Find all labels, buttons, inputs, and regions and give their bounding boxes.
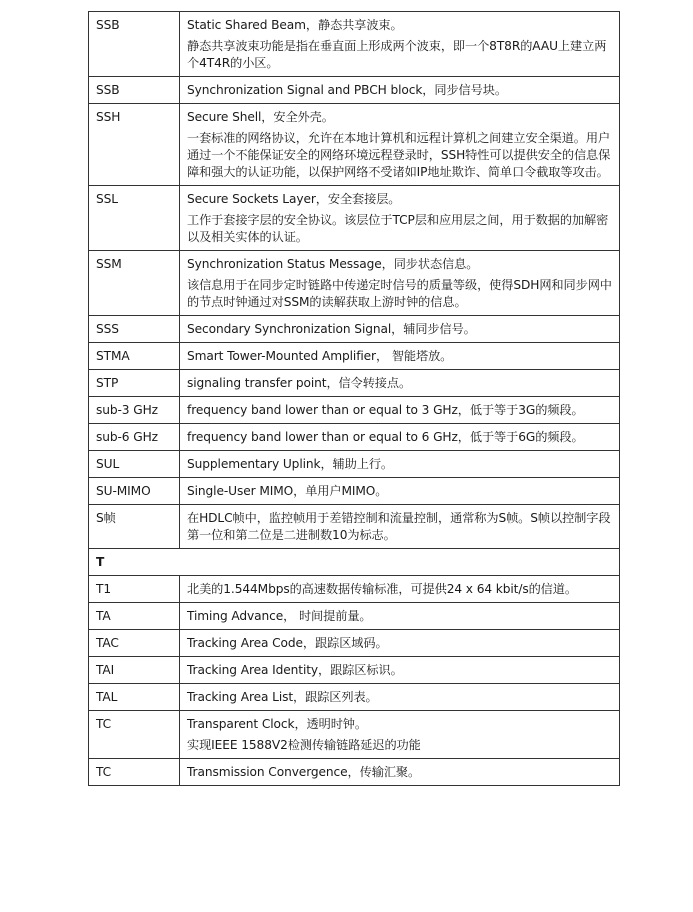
- definition-cell: [180, 505, 620, 549]
- glossary-row: [89, 759, 620, 786]
- glossary-table: [88, 11, 620, 786]
- term-cell: TAL: [89, 684, 180, 711]
- definition-title: Static Shared Beam，静态共享波束。: [187, 18, 403, 32]
- definition-cell: [180, 104, 620, 186]
- definition-cell: [180, 12, 620, 77]
- definition-cell: [180, 630, 620, 657]
- glossary-row: [89, 77, 620, 104]
- definition-cell: [180, 397, 620, 424]
- definition-detail: 一套标准的网络协议，允许在本地计算机和远程计算机之间建立安全渠道。用户通过一个不能保证安全的网络环境远程登录时，SSH特性可以提供安全的信息保障和强大的认证功能，以保护网络不受诸如IP地址欺诈、简单口令截取等攻击。: [187, 131, 611, 179]
- term-cell: SUL: [89, 451, 180, 478]
- term-cell: SSM: [89, 251, 180, 316]
- definition-cell: [180, 343, 620, 370]
- term-cell: sub-3 GHz: [89, 397, 180, 424]
- glossary-row: [89, 12, 620, 77]
- definition-cell: [180, 424, 620, 451]
- definition-title: frequency band lower than or equal to 6 GHz，低于等于6G的频段。: [187, 430, 584, 444]
- definition-cell: [180, 576, 620, 603]
- term-cell: T1: [89, 576, 180, 603]
- definition-cell: [180, 759, 620, 786]
- definition-detail: 静态共享波束功能是指在垂直面上形成两个波束，即一个8T8R的AAU上建立两个4T4R的小区。: [187, 39, 607, 70]
- glossary-row: [89, 630, 620, 657]
- definition-title: Synchronization Status Message，同步状态信息。: [187, 257, 479, 271]
- definition-title: 北美的1.544Mbps的高速数据传输标准，可提供24 x 64 kbit/s的信道。: [187, 582, 577, 596]
- definition-cell: [180, 478, 620, 505]
- definition-title: Secure Sockets Layer，安全套接层。: [187, 192, 401, 206]
- term-cell: SSB: [89, 12, 180, 77]
- glossary-row: [89, 251, 620, 316]
- term-cell: TAC: [89, 630, 180, 657]
- definition-detail: 实现IEEE 1588V2检测传输链路延迟的功能: [187, 738, 421, 752]
- definition-title: Tracking Area List，跟踪区列表。: [187, 690, 378, 704]
- definition-title: Secondary Synchronization Signal，辅同步信号。: [187, 322, 476, 336]
- glossary-row: [89, 576, 620, 603]
- term-cell: STMA: [89, 343, 180, 370]
- term-cell: S帧: [89, 505, 180, 549]
- glossary-row: [89, 316, 620, 343]
- definition-title: Timing Advance， 时间提前量。: [187, 609, 372, 623]
- glossary-row: [89, 451, 620, 478]
- definition-title: Tracking Area Code，跟踪区域码。: [187, 636, 388, 650]
- definition-title: signaling transfer point，信令转接点。: [187, 376, 412, 390]
- glossary-row: [89, 343, 620, 370]
- definition-title: 在HDLC帧中，监控帧用于差错控制和流量控制，通常称为S帧。S帧以控制字段第一位和第二位是二进制数10为标志。: [187, 511, 611, 542]
- definition-title: Secure Shell，安全外壳。: [187, 110, 334, 124]
- definition-title: Transparent Clock，透明时钟。: [187, 717, 367, 731]
- glossary-row: [89, 104, 620, 186]
- definition-cell: [180, 77, 620, 104]
- term-cell: TC: [89, 759, 180, 786]
- section-letter: T: [89, 549, 620, 576]
- definition-detail: 工作于套接字层的安全协议。该层位于TCP层和应用层之间，用于数据的加解密以及相关实体的认证。: [187, 213, 609, 244]
- definition-cell: [180, 186, 620, 251]
- definition-cell: [180, 657, 620, 684]
- glossary-row: [89, 186, 620, 251]
- definition-title: Supplementary Uplink，辅助上行。: [187, 457, 393, 471]
- glossary-row: [89, 370, 620, 397]
- glossary-row: [89, 424, 620, 451]
- definition-title: frequency band lower than or equal to 3 GHz，低于等于3G的频段。: [187, 403, 584, 417]
- term-cell: TC: [89, 711, 180, 759]
- definition-cell: [180, 711, 620, 759]
- section-header-row: [89, 549, 620, 576]
- definition-cell: [180, 316, 620, 343]
- definition-cell: [180, 370, 620, 397]
- term-cell: TAI: [89, 657, 180, 684]
- glossary-body: [89, 12, 620, 786]
- term-cell: SU-MIMO: [89, 478, 180, 505]
- term-cell: SSH: [89, 104, 180, 186]
- definition-cell: [180, 451, 620, 478]
- definition-title: Single-User MIMO，单用户MIMO。: [187, 484, 388, 498]
- definition-title: Tracking Area Identity，跟踪区标识。: [187, 663, 403, 677]
- glossary-row: [89, 397, 620, 424]
- definition-cell: [180, 251, 620, 316]
- term-cell: STP: [89, 370, 180, 397]
- term-cell: SSB: [89, 77, 180, 104]
- term-cell: sub-6 GHz: [89, 424, 180, 451]
- definition-cell: [180, 684, 620, 711]
- definition-cell: [180, 603, 620, 630]
- term-cell: SSS: [89, 316, 180, 343]
- glossary-row: [89, 478, 620, 505]
- definition-title: Transmission Convergence，传输汇聚。: [187, 765, 421, 779]
- glossary-row: [89, 657, 620, 684]
- definition-title: Synchronization Signal and PBCH block，同步信号块。: [187, 83, 507, 97]
- glossary-row: [89, 505, 620, 549]
- glossary-row: [89, 684, 620, 711]
- definition-detail: 该信息用于在同步定时链路中传递定时信号的质量等级，使得SDH网和同步网中的节点时钟通过对SSM的读解获取上游时钟的信息。: [187, 278, 612, 309]
- term-cell: SSL: [89, 186, 180, 251]
- glossary-row: [89, 711, 620, 759]
- glossary-row: [89, 603, 620, 630]
- definition-title: Smart Tower-Mounted Amplifier， 智能塔放。: [187, 349, 453, 363]
- term-cell: TA: [89, 603, 180, 630]
